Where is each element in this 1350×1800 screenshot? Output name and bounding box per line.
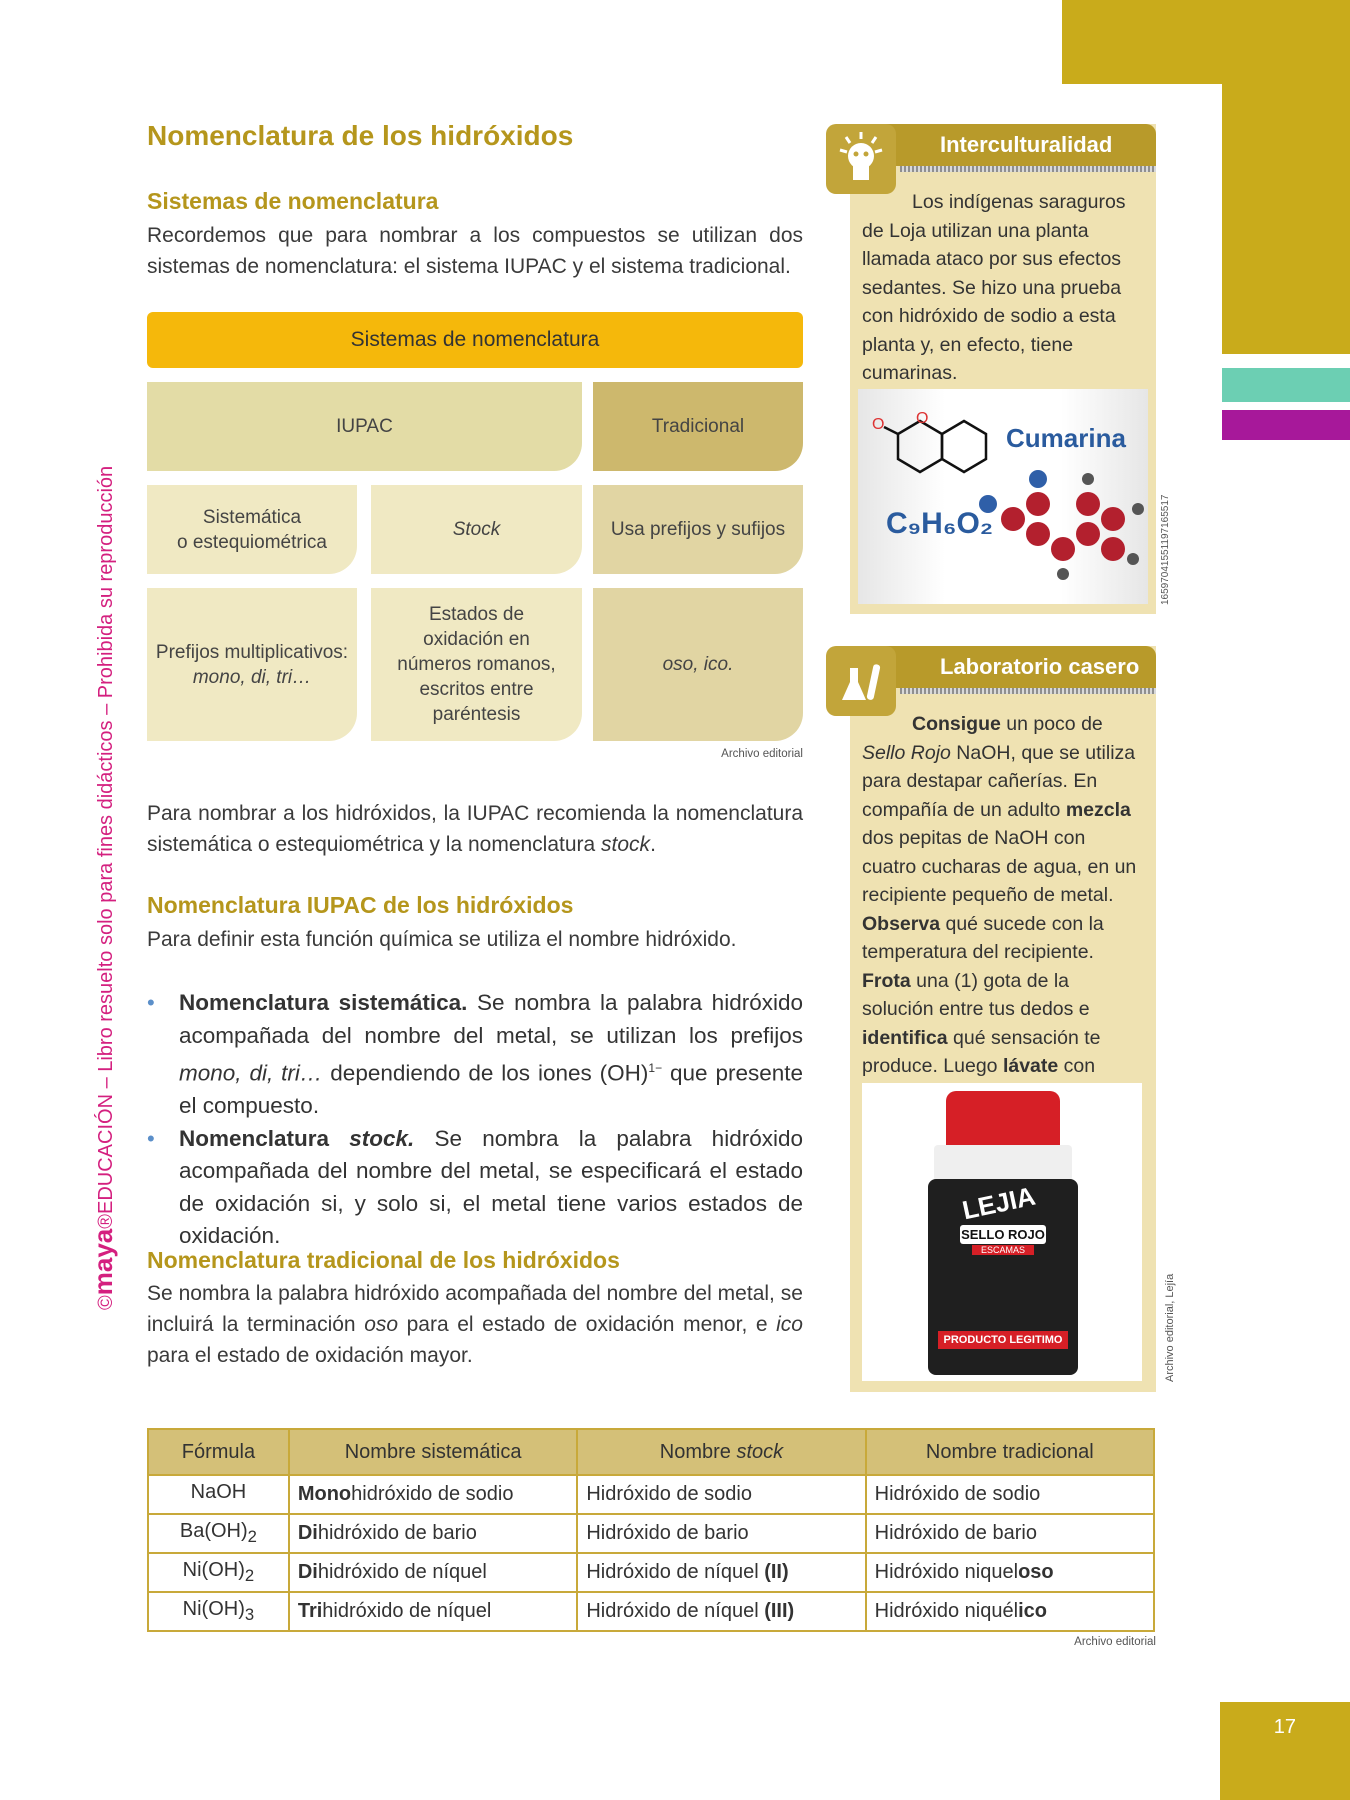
tradicional-em-oso: oso bbox=[364, 1313, 399, 1336]
paragraph-iupac-text: Para nombrar a los hidróxidos, la IUPAC recomienda la nomenclatura sistemática o estequiométrica y la nomenclatura bbox=[147, 802, 803, 856]
table-header-formula: Fórmula bbox=[148, 1429, 289, 1475]
intercultural-credit: 165970415511971​65517 bbox=[1160, 494, 1171, 605]
lab-text-8: qué sucede con la temperatura del recipiente. bbox=[862, 912, 1104, 963]
tradicional-em-ico: ico bbox=[776, 1313, 803, 1336]
section-heading-iupac: Nomenclatura IUPAC de los hidróxidos bbox=[147, 892, 574, 918]
page-title: Nomenclatura de los hidróxidos bbox=[147, 120, 574, 151]
formula-sub: 3 bbox=[244, 1605, 255, 1624]
bullet-stock-term: Nomenclatura bbox=[179, 1125, 350, 1151]
sistematica-prefix: Mono bbox=[297, 1483, 352, 1505]
table-cell-formula bbox=[148, 1514, 289, 1553]
table-credit: Archivo editorial bbox=[1074, 1636, 1156, 1648]
formula-text: Ni(OH) bbox=[182, 1598, 245, 1620]
table-row bbox=[148, 1514, 1154, 1553]
intercultural-stripe bbox=[900, 166, 1156, 172]
lab-text-2: un poco de bbox=[1000, 713, 1103, 735]
lab-text-6: dos pepitas de NaOH con cuatro cucharas de agua, en un recipiente pequeño de metal. bbox=[862, 827, 1137, 906]
bullet-stock-term-em: stock. bbox=[349, 1125, 415, 1151]
table-cell-sistematica bbox=[289, 1592, 578, 1631]
section-text-tradicional bbox=[147, 1278, 803, 1371]
bottle-label-escamas: ESCAMAS bbox=[972, 1245, 1034, 1255]
tradicional-text: Hidróxido niquél bbox=[874, 1600, 1019, 1622]
paragraph-iupac bbox=[147, 798, 803, 860]
sistematica-rest: hidróxido de níquel bbox=[317, 1561, 487, 1583]
section-heading-tradicional: Nomenclatura tradicional de los hidróxidos bbox=[147, 1247, 620, 1273]
table-cell-stock bbox=[577, 1592, 865, 1631]
sistematica-rest: hidróxido de sodio bbox=[351, 1483, 514, 1505]
stock-text: Hidróxido de níquel bbox=[586, 1561, 765, 1583]
hydroxide-table-wrapper bbox=[147, 1428, 1155, 1632]
diagram-estados-oxidacion: Estados de oxidación en números romanos, escritos entre paréntesis bbox=[371, 588, 582, 741]
diagram-prefijos-label: Prefijos multiplicativos: bbox=[155, 641, 349, 663]
cumarina-image bbox=[858, 389, 1148, 604]
lab-brand: Sello Rojo bbox=[862, 741, 951, 764]
table-header-tradicional: Nombre tradicional bbox=[866, 1429, 1154, 1475]
table-row bbox=[148, 1553, 1154, 1592]
table-header-stock-em: stock bbox=[736, 1440, 784, 1463]
paragraph-iupac-end: . bbox=[650, 833, 656, 856]
diagram-sistematica-line2: o estequiométrica bbox=[177, 531, 327, 553]
lab-title: Laboratorio casero bbox=[850, 646, 1156, 688]
table-header-stock bbox=[577, 1429, 865, 1475]
diagram-sistematica bbox=[147, 485, 357, 574]
lab-text-12: qué sensación te produce. Luego bbox=[862, 1026, 1101, 1077]
table-cell-tradicional bbox=[866, 1514, 1154, 1553]
diagram-iupac: IUPAC bbox=[147, 382, 582, 471]
bottle-neck bbox=[934, 1145, 1072, 1181]
tradicional-text-b: para el estado de oxidación menor, e bbox=[398, 1313, 777, 1336]
sello-rojo-image bbox=[862, 1083, 1142, 1381]
table-cell-tradicional bbox=[866, 1475, 1154, 1514]
diagram-prefijos-example: mono, di, tri… bbox=[192, 666, 312, 688]
lab-verb-mezcla: mezcla bbox=[1065, 798, 1131, 821]
table-cell-sistematica bbox=[289, 1514, 578, 1553]
bullet-sistematica-term: Nomenclatura sistemática. bbox=[179, 990, 468, 1015]
tradicional-text-c: para el estado de oxidación mayor. bbox=[147, 1344, 473, 1367]
table-cell-stock bbox=[577, 1553, 865, 1592]
diagram-prefijos-sufijos: Usa prefijos y sufijos bbox=[593, 485, 803, 574]
table-cell-stock bbox=[577, 1475, 865, 1514]
section-text-sistemas: Recordemos que para nombrar a los compuestos se utilizan dos sistemas de nomenclatura: el sistema IUPAC y el sistema tradicional. bbox=[147, 224, 803, 278]
sistematica-prefix: Tri bbox=[297, 1600, 323, 1622]
flask-icon bbox=[826, 646, 896, 716]
stock-text: Hidróxido de níquel bbox=[586, 1600, 765, 1622]
sistematica-prefix: Di bbox=[297, 1561, 318, 1583]
formula-text: NaOH bbox=[190, 1481, 247, 1503]
sistematica-rest: hidróxido de bario bbox=[317, 1522, 477, 1544]
bullet-sistematica-charge: 1− bbox=[648, 1061, 663, 1075]
bottle-label-lejia: LEJIA bbox=[959, 1180, 1038, 1226]
tradicional-suffix: oso bbox=[1018, 1561, 1054, 1583]
paragraph-iupac-em: stock bbox=[601, 833, 651, 856]
diagram-sistematica-line1: Sistemática bbox=[202, 506, 302, 528]
table-cell-formula bbox=[148, 1592, 289, 1631]
sistematica-prefix: Di bbox=[297, 1522, 318, 1544]
diagram-tradicional: Tradicional bbox=[593, 382, 803, 471]
tradicional-text: Hidróxido niquel bbox=[874, 1561, 1019, 1583]
table-header-stock-label: Nombre bbox=[659, 1440, 737, 1463]
lab-verb-identifica: identifica bbox=[862, 1026, 948, 1049]
diagram-oso-ico: oso, ico. bbox=[593, 588, 803, 741]
diagram-credit: Archivo editorial bbox=[721, 748, 803, 760]
stock-text: Hidróxido de bario bbox=[586, 1522, 749, 1544]
lab-verb-lavate: lávate bbox=[1002, 1055, 1059, 1077]
stock-text: Hidróxido de sodio bbox=[586, 1483, 752, 1505]
bullet-stock-text: Se nombra la palabra hidróxido acompañada del nombre del metal, se especificará el estado de oxidación si, y solo si, el metal tiene varios estados de oxidación. bbox=[179, 1125, 803, 1248]
bullet-stock bbox=[147, 1123, 803, 1253]
tradicional-text: Hidróxido de bario bbox=[874, 1522, 1037, 1544]
stock-roman: (III) bbox=[764, 1600, 795, 1622]
intercultural-title: Interculturalidad bbox=[850, 124, 1156, 166]
table-cell-sistematica bbox=[289, 1475, 578, 1514]
decorative-band-magenta bbox=[1222, 410, 1350, 440]
table-cell-sistematica bbox=[289, 1553, 578, 1592]
bullet-sistematica-text3: que presente el compuesto. bbox=[179, 1060, 804, 1118]
table-cell-formula bbox=[148, 1553, 289, 1592]
lab-text-4: NaOH, que se utiliza para destapar cañerías. En compañía de un adulto bbox=[862, 741, 1136, 821]
bullet-list bbox=[147, 987, 803, 1253]
section-heading-sistemas: Sistemas de nomenclatura bbox=[147, 188, 439, 214]
lab-verb-frota: Frota bbox=[862, 969, 911, 992]
table-row bbox=[148, 1475, 1154, 1514]
lab-verb-consigue: Consigue bbox=[912, 713, 1001, 735]
table-cell-tradicional bbox=[866, 1592, 1154, 1631]
diagram-header: Sistemas de nomenclatura bbox=[147, 312, 803, 368]
decorative-band-teal bbox=[1222, 368, 1350, 402]
formula-sub: 2 bbox=[244, 1566, 255, 1585]
lab-text bbox=[862, 710, 1144, 1109]
stock-roman: (II) bbox=[764, 1561, 789, 1583]
tradicional-suffix: ico bbox=[1018, 1600, 1047, 1622]
lab-verb-observa: Observa bbox=[862, 912, 941, 935]
decorative-band-top bbox=[1062, 0, 1350, 84]
formula-text: Ba(OH) bbox=[179, 1520, 248, 1542]
formula-text: Ni(OH) bbox=[182, 1559, 245, 1581]
bullet-sistematica bbox=[147, 987, 803, 1123]
table-row bbox=[148, 1592, 1154, 1631]
lab-stripe bbox=[900, 688, 1156, 694]
page-number: 17 bbox=[1273, 1716, 1296, 1738]
svg-text:O: O bbox=[916, 410, 929, 427]
lab-text-10: una (1) gota de la solución entre tus dedos e bbox=[862, 969, 1090, 1020]
cumarina-formula: C₉H₆O₂ bbox=[886, 507, 994, 540]
bullet-sistematica-prefixes: mono, di, tri… bbox=[179, 1060, 323, 1086]
brand-logo-text: maya bbox=[88, 1228, 118, 1296]
bullet-sistematica-text2: dependiendo de los iones (OH) bbox=[322, 1060, 649, 1086]
copyright-notice: ©maya®EDUCACIÓN – Libro resuelto solo para fines didácticos – Prohibida su reproducción bbox=[88, 465, 118, 1310]
table-cell-stock bbox=[577, 1514, 865, 1553]
tradicional-text: Hidróxido de sodio bbox=[874, 1483, 1041, 1505]
lab-text-14: con bbox=[1063, 1055, 1096, 1077]
lab-credit: Archivo editorial, Lejía bbox=[1164, 1273, 1176, 1382]
table-cell-formula bbox=[148, 1475, 289, 1514]
intercultural-text: Los indígenas saraguros de Loja utilizan una planta llamada ataco por sus efectos sedantes. Se hizo una prueba con hidróxido de sodio a esta planta y, en efecto, tiene cumarinas. bbox=[862, 191, 1126, 384]
decorative-band-right bbox=[1222, 84, 1350, 354]
hydroxide-table bbox=[147, 1428, 1155, 1632]
bullet-sistematica-text: Se nombra la palabra hidróxido acompañada del nombre del metal, se utilizan los prefijos bbox=[179, 990, 803, 1048]
diagram-prefijos-multiplicativos bbox=[147, 588, 357, 741]
sistematica-rest: hidróxido de níquel bbox=[322, 1600, 492, 1622]
section-text-iupac: Para definir esta función química se utiliza el nombre hidróxido. bbox=[147, 928, 737, 951]
bottle-cap bbox=[946, 1091, 1060, 1149]
formula-sub: 2 bbox=[247, 1527, 257, 1546]
intercultural-icon bbox=[826, 124, 896, 194]
svg-text:O: O bbox=[872, 416, 885, 433]
copyright-text: EDUCACIÓN – Libro resuelto solo para fines didácticos – Prohibida su reproducción bbox=[95, 465, 117, 1214]
tradicional-text-a: Se nombra la palabra hidróxido acompañada del nombre del metal, se incluirá la terminación bbox=[147, 1282, 803, 1336]
table-header-sistematica: Nombre sistemática bbox=[289, 1429, 578, 1475]
table-cell-tradicional bbox=[866, 1553, 1154, 1592]
bottle-label-sello: SELLO ROJO bbox=[961, 1227, 1045, 1242]
diagram-stock: Stock bbox=[371, 485, 582, 574]
cumarina-label: Cumarina bbox=[1006, 423, 1126, 453]
bottle-label-producto: PRODUCTO LEGITIMO bbox=[938, 1331, 1068, 1349]
